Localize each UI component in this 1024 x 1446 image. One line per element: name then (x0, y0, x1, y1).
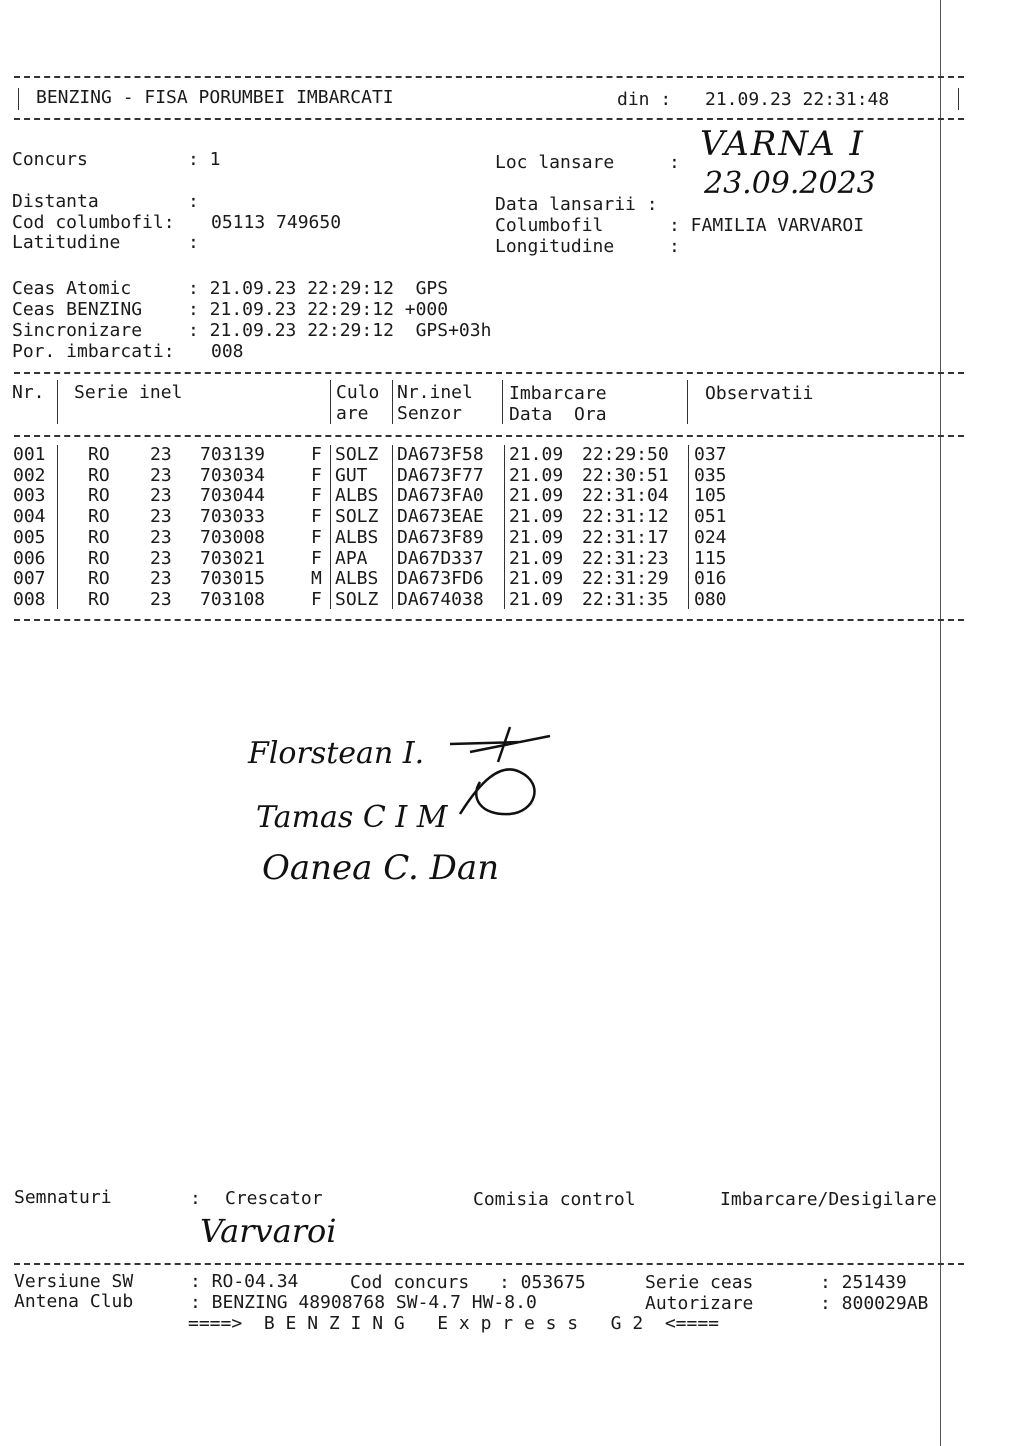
signature-commission-1: Florstean I. (248, 736, 425, 771)
col-header-observatii: Observatii (705, 383, 814, 404)
cell-an: 23 (150, 464, 172, 486)
cell-nr: 008 (13, 588, 46, 610)
cell-nr: 007 (13, 568, 46, 590)
divider (14, 435, 964, 437)
cell-nr: 003 (13, 485, 46, 507)
cell-inel: 703021 (200, 547, 266, 569)
table-row (0, 445, 940, 465)
semnaturi-label: Semnaturi (14, 1187, 112, 1208)
cell-nr: 006 (13, 547, 46, 569)
table-row (0, 486, 940, 506)
latitudine-value: : (188, 232, 199, 253)
serie-ceas-label: Serie ceas (645, 1272, 754, 1293)
distanta-value: : (188, 191, 199, 212)
cell-senzor: DA673FA0 (397, 485, 484, 507)
ceas-benzing-value: : 21.09.23 22:29:12 +000 (188, 299, 449, 320)
por-imbarcati-label: Por. imbarcati: (12, 341, 175, 362)
cell-ora: 22:31:29 (582, 568, 669, 590)
loc-lansare-label: Loc lansare (495, 152, 615, 173)
cell-data: 21.09 (509, 568, 564, 590)
cell-inel: 703139 (200, 444, 266, 465)
signature-scribble-icon (440, 722, 560, 832)
ceas-atomic-value: : 21.09.23 22:29:12 GPS (188, 278, 449, 299)
semnaturi-colon: : (190, 1188, 201, 1209)
cell-data: 21.09 (509, 485, 564, 507)
cell-nr: 002 (13, 464, 46, 486)
cell-inel: 703008 (200, 526, 266, 548)
table-row (0, 569, 940, 589)
serie-ceas-value: : 251439 (820, 1272, 907, 1293)
cell-observatii: 105 (694, 485, 727, 507)
cell-sex: F (311, 444, 322, 465)
col-rule (502, 380, 503, 424)
cell-tara: RO (88, 547, 110, 569)
autorizare-value: : 800029AB (820, 1293, 929, 1314)
col-header-senzor: Senzor (397, 403, 463, 424)
cell-observatii: 080 (694, 588, 727, 610)
cell-senzor: DA673F77 (397, 464, 484, 486)
signature-commission-3: Oanea C. Dan (262, 848, 500, 888)
cell-observatii: 037 (694, 444, 727, 465)
header-border-left (18, 88, 19, 110)
handwritten-data-lansarii: 23.09.2023 (704, 166, 876, 201)
table-row (0, 466, 940, 486)
col-header-culoare-2: are (336, 403, 369, 424)
ceas-benzing-label: Ceas BENZING (12, 299, 143, 320)
cell-observatii: 024 (694, 526, 727, 548)
imbarcare-desigilare-label: Imbarcare/Desigilare (720, 1189, 937, 1210)
cell-data: 21.09 (509, 464, 564, 486)
cell-culoare: ALBS (335, 485, 379, 507)
cell-observatii: 115 (694, 547, 727, 569)
table-row (0, 549, 940, 569)
cell-observatii: 016 (694, 568, 727, 590)
page-edge-line (940, 0, 941, 1446)
cell-data: 21.09 (509, 547, 564, 569)
por-imbarcati-value: 008 (211, 341, 244, 362)
concurs-label: Concurs (12, 149, 88, 170)
brand-line: ====> B E N Z I N G E x p r e s s G 2 <==== (188, 1313, 720, 1334)
cell-sex: F (311, 464, 322, 486)
cell-senzor: DA67D337 (397, 547, 484, 569)
sincronizare-label: Sincronizare (12, 320, 143, 341)
cell-culoare: SOLZ (335, 444, 379, 465)
longitudine-value: : (669, 236, 680, 257)
cod-concurs-value: : 053675 (499, 1272, 586, 1293)
cell-tara: RO (88, 526, 110, 548)
cell-observatii: 051 (694, 506, 727, 528)
col-header-nr: Nr. (12, 382, 45, 403)
cell-senzor: DA673F58 (397, 444, 484, 465)
cell-nr: 005 (13, 526, 46, 548)
col-header-nr-inel: Nr.inel (397, 382, 473, 403)
cell-an: 23 (150, 588, 172, 610)
columbofil-value: : FAMILIA VARVAROI (669, 215, 865, 236)
cell-ora: 22:29:50 (582, 444, 669, 465)
print-timestamp: 21.09.23 22:31:48 (705, 89, 890, 110)
col-header-serie-inel: Serie inel (74, 382, 183, 403)
divider (14, 372, 964, 374)
cell-ora: 22:30:51 (582, 464, 669, 486)
col-header-imbarcare: Imbarcare (509, 383, 607, 404)
cell-an: 23 (150, 444, 172, 465)
din-label: din : (617, 89, 672, 110)
col-header-culoare-1: Culo (336, 382, 380, 403)
cell-tara: RO (88, 485, 110, 507)
col-rule (57, 380, 58, 424)
loc-lansare-colon: : (669, 152, 680, 173)
ceas-atomic-label: Ceas Atomic (12, 278, 132, 299)
col-rule (392, 380, 393, 424)
cell-culoare: ALBS (335, 526, 379, 548)
header-border-right (958, 88, 959, 110)
cell-data: 21.09 (509, 444, 564, 465)
col-header-data-ora: Data Ora (509, 404, 607, 425)
latitudine-label: Latitudine (12, 232, 121, 253)
cell-nr: 004 (13, 506, 46, 528)
divider (14, 1263, 964, 1265)
cell-tara: RO (88, 444, 110, 465)
cell-sex: F (311, 547, 322, 569)
table-row (0, 590, 940, 610)
cell-data: 21.09 (509, 588, 564, 610)
cell-data: 21.09 (509, 506, 564, 528)
antena-club-value: : BENZING 48908768 SW-4.7 HW-8.0 (190, 1292, 537, 1313)
cod-columbofil-label: Cod columbofil: (12, 212, 175, 233)
cell-sex: F (311, 588, 322, 610)
cell-an: 23 (150, 568, 172, 590)
cell-sex: F (311, 485, 322, 507)
cell-culoare: ALBS (335, 568, 379, 590)
antena-club-label: Antena Club (14, 1291, 134, 1312)
handwritten-loc-lansare: VARNA I (700, 124, 865, 164)
autorizare-label: Autorizare (645, 1293, 754, 1314)
col-rule (330, 380, 331, 424)
concurs-value: : 1 (188, 149, 221, 170)
cell-inel: 703015 (200, 568, 266, 590)
versiune-sw-label: Versiune SW (14, 1271, 134, 1292)
divider (14, 619, 964, 621)
document-title: BENZING - FISA PORUMBEI IMBARCATI (36, 87, 394, 108)
cell-ora: 22:31:04 (582, 485, 669, 507)
cell-observatii: 035 (694, 464, 727, 486)
cell-culoare: APA (335, 547, 368, 569)
table-row (0, 528, 940, 548)
cell-culoare: SOLZ (335, 588, 379, 610)
signature-crescator: Varvaroi (200, 1212, 337, 1250)
signature-commission-2: Tamas C I M (256, 800, 448, 835)
divider (14, 76, 964, 78)
crescator-label: Crescator (225, 1188, 323, 1209)
cell-culoare: SOLZ (335, 506, 379, 528)
divider (14, 118, 964, 120)
cell-an: 23 (150, 506, 172, 528)
cell-senzor: DA673FD6 (397, 568, 484, 590)
cell-ora: 22:31:35 (582, 588, 669, 610)
cell-tara: RO (88, 588, 110, 610)
cell-ora: 22:31:17 (582, 526, 669, 548)
cell-data: 21.09 (509, 526, 564, 548)
comisia-control-label: Comisia control (473, 1189, 636, 1210)
cell-inel: 703108 (200, 588, 266, 610)
cod-concurs-label: Cod concurs (350, 1272, 470, 1293)
columbofil-label: Columbofil (495, 215, 604, 236)
cell-senzor: DA673EAE (397, 506, 484, 528)
cell-tara: RO (88, 464, 110, 486)
cell-ora: 22:31:12 (582, 506, 669, 528)
cell-sex: M (311, 568, 322, 590)
cell-senzor: DA674038 (397, 588, 484, 610)
cell-inel: 703033 (200, 506, 266, 528)
col-rule (687, 380, 688, 424)
cell-senzor: DA673F89 (397, 526, 484, 548)
cell-tara: RO (88, 506, 110, 528)
versiune-sw-value: : RO-04.34 (190, 1271, 299, 1292)
cell-inel: 703044 (200, 485, 266, 507)
cell-sex: F (311, 506, 322, 528)
cell-inel: 703034 (200, 464, 266, 486)
cell-culoare: GUT (335, 464, 368, 486)
longitudine-label: Longitudine (495, 236, 615, 257)
cell-an: 23 (150, 547, 172, 569)
cell-nr: 001 (13, 444, 46, 465)
cell-an: 23 (150, 485, 172, 507)
table-row (0, 507, 940, 527)
cell-tara: RO (88, 568, 110, 590)
data-lansarii-label: Data lansarii : (495, 194, 658, 215)
sincronizare-value: : 21.09.23 22:29:12 GPS+03h (188, 320, 492, 341)
cell-ora: 22:31:23 (582, 547, 669, 569)
cod-columbofil-value: 05113 749650 (211, 212, 342, 233)
distanta-label: Distanta (12, 191, 99, 212)
cell-sex: F (311, 526, 322, 548)
cell-an: 23 (150, 526, 172, 548)
